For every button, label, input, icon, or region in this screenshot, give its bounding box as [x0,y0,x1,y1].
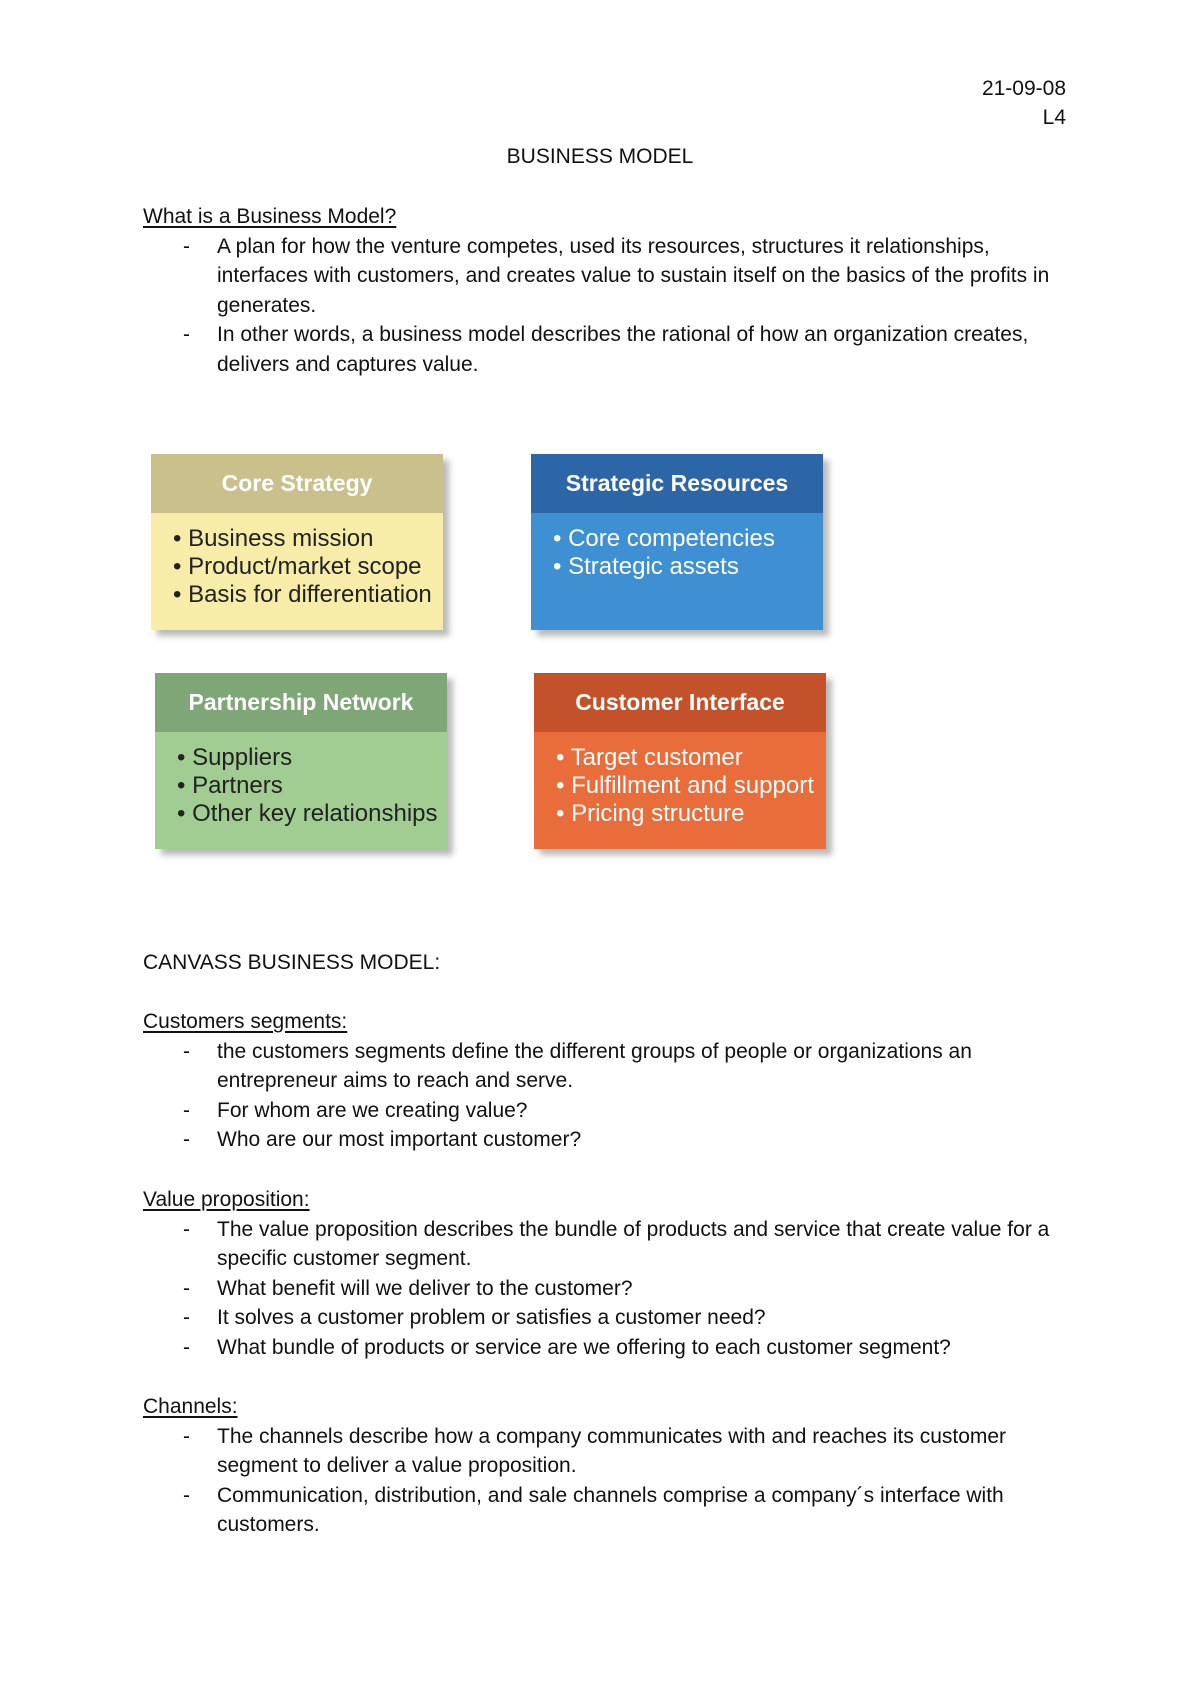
box-body [155,732,447,828]
box-item: • Core competencies [553,525,775,552]
box-body [531,513,823,581]
box-item: • Suppliers [177,744,293,771]
dash-marker: - [183,323,190,346]
section-heading: Customers segments: [143,1010,348,1033]
section-canvass [143,948,1073,978]
lecture-number: L4 [1042,106,1066,129]
dash-marker: - [183,1335,190,1359]
dash-marker: - [183,1276,190,1300]
dash-marker: - [183,1217,190,1241]
section-heading: What is a Business Model? [143,205,397,228]
diagram-box-core-strategy [151,454,443,630]
list-item: - It solves a customer problem or satisfies a customer need? [143,1303,1073,1333]
section-channels [143,1392,1073,1540]
dash-marker: - [183,1039,190,1063]
box-item: • Basis for differentiation [173,581,432,608]
box-body [151,513,443,609]
list-item: - For whom are we creating value? [143,1096,1073,1126]
dash-marker: - [183,1128,190,1151]
diagram-box-customer-interface [534,673,826,849]
canvass-heading: CANVASS BUSINESS MODEL: [143,951,441,974]
section-heading: Channels: [143,1395,238,1418]
page-title: BUSINESS MODEL [506,145,694,168]
list-item: - The value proposition describes the bundle of products and service that create value for a specific customer segment. [143,1215,1073,1274]
dash-marker: - [183,1098,190,1122]
list-item: - In other words, a business model describes the rational of how an organization creates, delivers and captures value. [143,320,1073,379]
list-item: - Communication, distribution, and sale channels comprise a company´s interface with customers. [143,1481,1073,1540]
box-body [534,732,826,828]
box-title: Strategic Resources [531,454,823,513]
dash-marker: - [183,1306,190,1329]
list-item: - the customers segments define the different groups of people or organizations an entrepreneur aims to reach and serve. [143,1037,1073,1096]
list-item: - The channels describe how a company communicates with and reaches its customer segment to deliver a value proposition. [143,1422,1073,1481]
section-value-proposition [143,1185,1073,1362]
box-item: • Business mission [173,525,374,552]
list-item: - A plan for how the venture competes, used its resources, structures it relationships, interfaces with customers, and creates value to sustain itself on the basics of the profits in generates. [143,232,1073,321]
box-title: Customer Interface [534,673,826,732]
box-item: • Pricing structure [556,800,745,827]
diagram-box-strategic-resources [531,454,823,630]
dash-marker: - [183,1424,190,1448]
section-heading: Value proposition: [143,1188,310,1211]
box-item: • Target customer [556,744,743,771]
list-item: - Who are our most important customer? [143,1125,1073,1155]
section-customers-segments [143,1007,1073,1155]
box-item: • Partners [177,772,283,799]
box-title: Partnership Network [155,673,447,732]
list-item: - What bundle of products or service are we offering to each customer segment? [143,1333,1073,1363]
box-item: • Product/market scope [173,553,422,580]
box-title: Core Strategy [151,454,443,513]
date-text: 21-09-08 [981,77,1066,100]
dash-marker: - [183,1483,190,1507]
box-item: • Other key relationships [177,800,438,827]
diagram-box-partnership-network [155,673,447,849]
section-what-is [143,202,1073,379]
header-date-block [982,74,1066,132]
box-item: • Fulfillment and support [556,772,814,799]
dash-marker: - [183,234,190,258]
box-item: • Strategic assets [553,553,739,580]
list-item: - What benefit will we deliver to the customer? [143,1274,1073,1304]
